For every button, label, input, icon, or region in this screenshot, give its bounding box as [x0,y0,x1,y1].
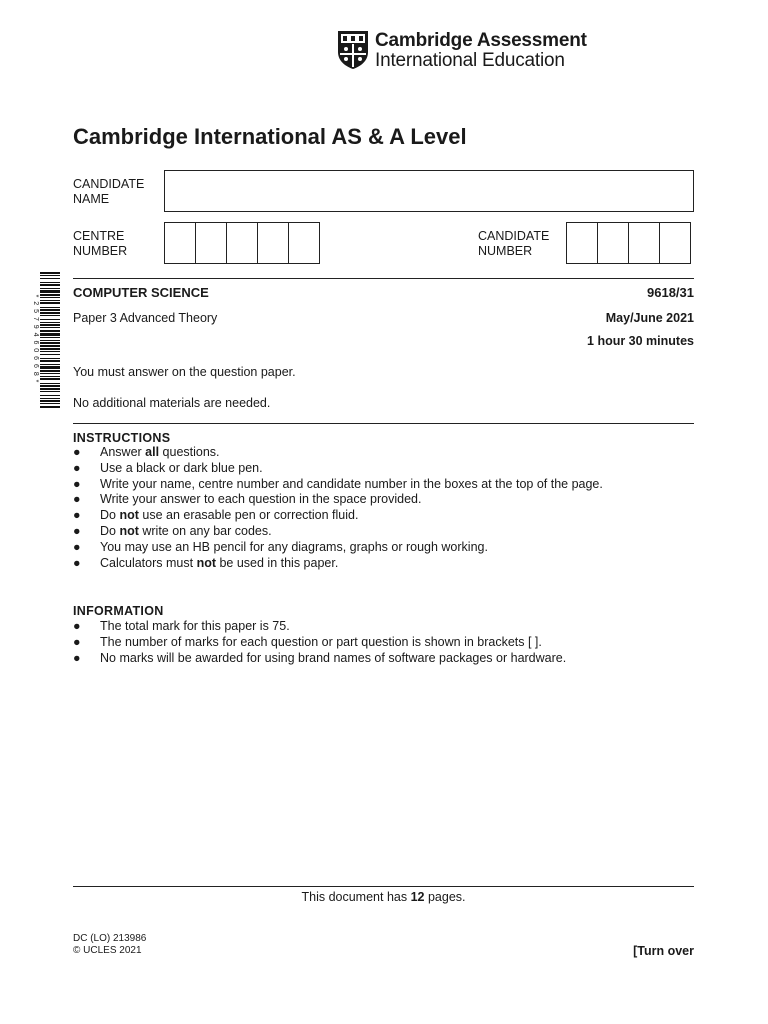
barcode [26,270,62,410]
instructions-item: ● Do not write on any bar codes. [73,523,272,538]
information-item: ● The number of marks for each question or part question is shown in brackets [ ]. [73,634,542,649]
candidate-name-label: CANDIDATE NAME [73,177,145,206]
divider [73,886,694,887]
instructions-item: ● Do not use an erasable pen or correction fluid. [73,508,359,523]
information-item: ● No marks will be awarded for using brand names of software packages or hardware. [73,650,567,665]
barcode-number: * 2 5 7 9 4 6 0 6 6 8 * [32,294,39,384]
centre-number-digit[interactable] [226,222,258,264]
crest-icon [337,30,369,70]
information-heading: INFORMATION [73,604,164,618]
bullet-icon: ● [73,539,81,554]
note-answer-on-paper: You must answer on the question paper. [73,365,296,379]
instructions-item: ● Write your name, centre number and candidate number in the boxes at the top of the page. [73,476,603,491]
candidate-number-field[interactable] [566,222,691,264]
divider [73,423,694,424]
centre-number-digit[interactable] [257,222,289,264]
instructions-item: ● Write your answer to each question in the space provided. [73,492,422,507]
bullet-icon: ● [73,476,81,491]
instructions-heading: INSTRUCTIONS [73,431,171,445]
copyright: © UCLES 2021 [73,945,142,956]
instructions-item: ● You may use an HB pencil for any diagrams, graphs or rough working. [73,539,488,554]
logo-line-1: Cambridge Assessment [375,30,587,51]
information-list [73,619,566,666]
candidate-name-field[interactable] [164,170,694,212]
subject-title: COMPUTER SCIENCE [73,285,209,300]
syllabus-code: 9618/31 [647,285,694,300]
bullet-icon: ● [73,619,81,633]
centre-number-digit[interactable] [195,222,227,264]
bullet-icon: ● [73,650,81,665]
document-code: DC (LO) 213986 [73,933,147,944]
bullet-icon: ● [73,508,81,523]
centre-number-label: CENTRE NUMBER [73,229,128,258]
centre-number-digit[interactable] [288,222,320,264]
information-item: ● The total mark for this paper is 75. [73,619,290,633]
bullet-icon: ● [73,460,81,475]
candidate-number-label: CANDIDATE NUMBER [478,229,550,258]
bullet-icon: ● [73,555,81,570]
candidate-number-digit[interactable] [659,222,691,264]
bullet-icon: ● [73,523,81,538]
cambridge-logo [337,30,587,72]
page-count: This document has 12 pages. [301,890,466,904]
candidate-number-digit[interactable] [628,222,660,264]
qualification-title: Cambridge International AS & A Level [73,124,467,149]
instructions-item: ● Calculators must not be used in this paper. [73,555,339,570]
exam-session: May/June 2021 [605,311,694,325]
centre-number-field[interactable] [164,222,320,264]
bullet-icon: ● [73,445,81,459]
divider [73,278,694,279]
logo-line-2: International Education [375,50,565,71]
centre-number-digit[interactable] [164,222,196,264]
candidate-number-digit[interactable] [566,222,598,264]
instructions-item: ● Use a black or dark blue pen. [73,460,263,475]
turn-over: [Turn over [633,944,694,958]
instructions-item: ● Answer all questions. [73,445,220,459]
instructions-list [73,445,603,571]
footer-reference [73,933,146,957]
paper-title: Paper 3 Advanced Theory [73,311,218,325]
bullet-icon: ● [73,634,81,649]
bullet-icon: ● [73,492,81,507]
exam-duration: 1 hour 30 minutes [587,334,694,348]
note-no-materials: No additional materials are needed. [73,396,271,410]
candidate-number-digit[interactable] [597,222,629,264]
